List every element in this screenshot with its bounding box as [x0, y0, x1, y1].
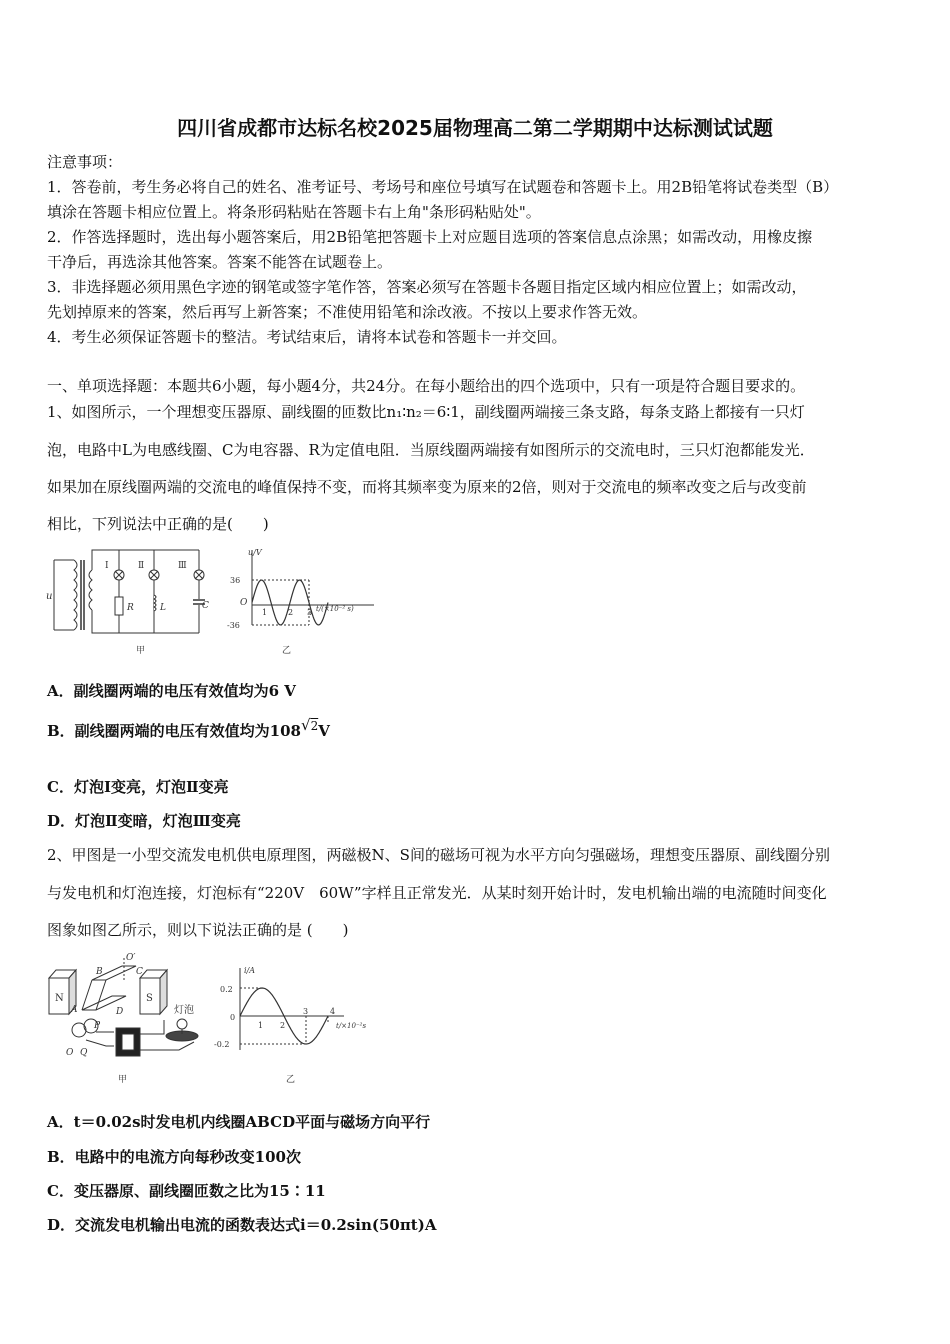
- label-o: O: [66, 1048, 74, 1058]
- q1-option-b-text: B．副线圈两端的电压有效值均为108: [47, 722, 301, 740]
- q1-option-a[interactable]: A．副线圈两端的电压有效值均为6 V: [47, 682, 296, 700]
- q1-caption-left: 甲: [136, 646, 146, 656]
- label-q: Q: [80, 1048, 88, 1058]
- q1-x-axis-label: t/(×10⁻² s): [316, 605, 354, 613]
- q2-option-d[interactable]: D．交流发电机输出电流的函数表达式i＝0.2sin(50πt)A: [47, 1216, 437, 1234]
- sqrt-symbol: √2: [301, 716, 319, 734]
- q1-option-c[interactable]: C．灯泡Ⅰ变亮，灯泡Ⅱ变亮: [47, 778, 229, 796]
- resistor-icon: [115, 597, 123, 615]
- q1-y-bottom-label: -36: [227, 621, 240, 630]
- q2-figure: [44, 950, 384, 1090]
- q2-stem-line: 2、甲图是一小型交流发电机供电原理图，两磁极N、S间的磁场可视为水平方向匀强磁场，理想变压器原、副线圈分别: [47, 846, 830, 864]
- q1-y-top-label: 36: [230, 576, 241, 585]
- notice-line: 填涂在答题卡相应位置上。将条形码粘贴在答题卡右上角"条形码粘贴处"。: [47, 203, 541, 221]
- q1-figure: [44, 545, 384, 660]
- lamp-3-label: Ⅲ: [178, 561, 187, 571]
- magnet-n-label: N: [55, 993, 64, 1004]
- label-b: B: [96, 967, 103, 977]
- lamp-1-icon: [114, 570, 124, 580]
- inductor-label: L: [160, 603, 166, 613]
- q2-stem-line: 图象如图乙所示，则以下说法正确的是 ( ): [47, 921, 349, 939]
- label-p: P: [94, 1021, 101, 1031]
- bulb-icon: [166, 1019, 198, 1041]
- q2-option-b[interactable]: B．电路中的电流方向每秒改变100次: [47, 1148, 301, 1166]
- q2-option-a[interactable]: A．t＝0.02s时发电机内线圈ABCD平面与磁场方向平行: [47, 1113, 431, 1131]
- q1-x-tick: 1: [262, 608, 268, 617]
- sqrt-radicand: 2: [310, 719, 319, 733]
- q2-y-axis-label: i/A: [244, 966, 256, 975]
- q1-option-d[interactable]: D．灯泡Ⅱ变暗，灯泡Ⅲ变亮: [47, 812, 241, 830]
- label-c: C: [136, 967, 143, 977]
- notice-line: 2．作答选择题时，选出每小题答案后，用2B铅笔把答题卡上对应题目选项的答案信息点涂黑；如需改动，用橡皮擦: [47, 228, 813, 246]
- notice-heading: 注意事项：: [47, 153, 123, 171]
- q2-x-tick: 3: [303, 1007, 309, 1016]
- q2-x-axis-label: t/×10⁻²s: [336, 1022, 367, 1030]
- section-heading: 一、单项选择题：本题共6小题，每小题4分，共24分。在每小题给出的四个选项中，只有一项是符合题目要求的。: [47, 377, 806, 395]
- q2-option-c[interactable]: C．变压器原、副线圈匝数之比为15∶11: [47, 1182, 326, 1200]
- q2-y-bottom-label: -0.2: [214, 1040, 230, 1049]
- magnet-s-icon: [140, 970, 167, 1014]
- q1-caption-right: 乙: [282, 646, 292, 656]
- q1-voltage-curve: [252, 580, 328, 625]
- q1-option-b-unit: V: [318, 722, 330, 740]
- lamp-2-label: Ⅱ: [138, 561, 145, 571]
- q1-x-tick: 3: [307, 608, 313, 617]
- secondary-coil: [89, 570, 92, 610]
- q2-y-top-label: 0.2: [220, 985, 233, 994]
- label-d: D: [116, 1007, 124, 1017]
- notice-line: 先划掉原来的答案，然后再写上新答案；不准使用铅笔和涂改液。不按以上要求作答无效。: [47, 303, 648, 321]
- q1-origin-label: O: [240, 598, 248, 608]
- page-title: 四川省成都市达标名校2025届物理高二第二学期期中达标测试试题: [177, 116, 773, 140]
- q2-caption-left: 甲: [118, 1075, 128, 1085]
- notice-line: 1．答卷前，考生务必将自己的姓名、准考证号、考场号和座位号填写在试题卷和答题卡上。用2B铅笔将试卷类型（B）: [47, 178, 839, 196]
- q1-y-axis-label: u/V: [248, 548, 262, 557]
- lamp-3-icon: [194, 570, 204, 580]
- notice-line: 干净后，再选涂其他答案。答案不能答在试题卷上。: [47, 253, 393, 271]
- q2-stem-line: 与发电机和灯泡连接，灯泡标有“220V 60W”字样且正常发光．从某时刻开始计时，发电机输出端的电流随时间变化: [47, 884, 827, 902]
- q1-stem-line: 泡，电路中L为电感线圈、C为电容器、R为定值电阻．当原线圈两端接有如图所示的交流电时，三只灯泡都能发光．: [47, 441, 815, 459]
- q1-option-b[interactable]: [47, 716, 330, 742]
- q2-x-tick: 2: [280, 1021, 286, 1030]
- q1-u-label: u: [46, 591, 53, 602]
- q2-caption-right: 乙: [286, 1075, 296, 1085]
- lamp-1-label: Ⅰ: [105, 561, 109, 571]
- q2-x-tick: 4: [330, 1007, 336, 1016]
- resistor-label: R: [127, 603, 134, 613]
- bulb-label: 灯泡: [174, 1005, 194, 1016]
- q2-origin-label: 0: [230, 1013, 236, 1022]
- notice-line: 4．考生必须保证答题卡的整洁。考试结束后，请将本试卷和答题卡一并交回。: [47, 328, 567, 346]
- q2-x-tick: 1: [258, 1021, 264, 1030]
- label-a: A: [71, 1005, 78, 1015]
- q1-stem-line: 相比，下列说法中正确的是( ): [47, 515, 269, 533]
- primary-coil: [74, 560, 77, 630]
- capacitor-label: C: [202, 601, 209, 611]
- magnet-s-label: S: [146, 993, 153, 1004]
- lamp-2-icon: [149, 570, 159, 580]
- q1-stem-line: 如果加在原线圈两端的交流电的峰值保持不变，而将其频率变为原来的2倍，则对于交流电的频率改变之后与改变前: [47, 478, 807, 496]
- label-o-prime: O′: [126, 953, 136, 963]
- inductor-icon: [154, 595, 156, 611]
- notice-line: 3．非选择题必须用黑色字迹的钢笔或签字笔作答，答案必须写在答题卡各题目指定区域内相应位置上；如需改动，: [47, 278, 807, 296]
- q1-x-tick: 2: [288, 608, 294, 617]
- q1-stem-line: 1、如图所示，一个理想变压器原、副线圈的匝数比n₁∶n₂＝6∶1，副线圈两端接三条支路，每条支路上都接有一只灯: [47, 403, 805, 421]
